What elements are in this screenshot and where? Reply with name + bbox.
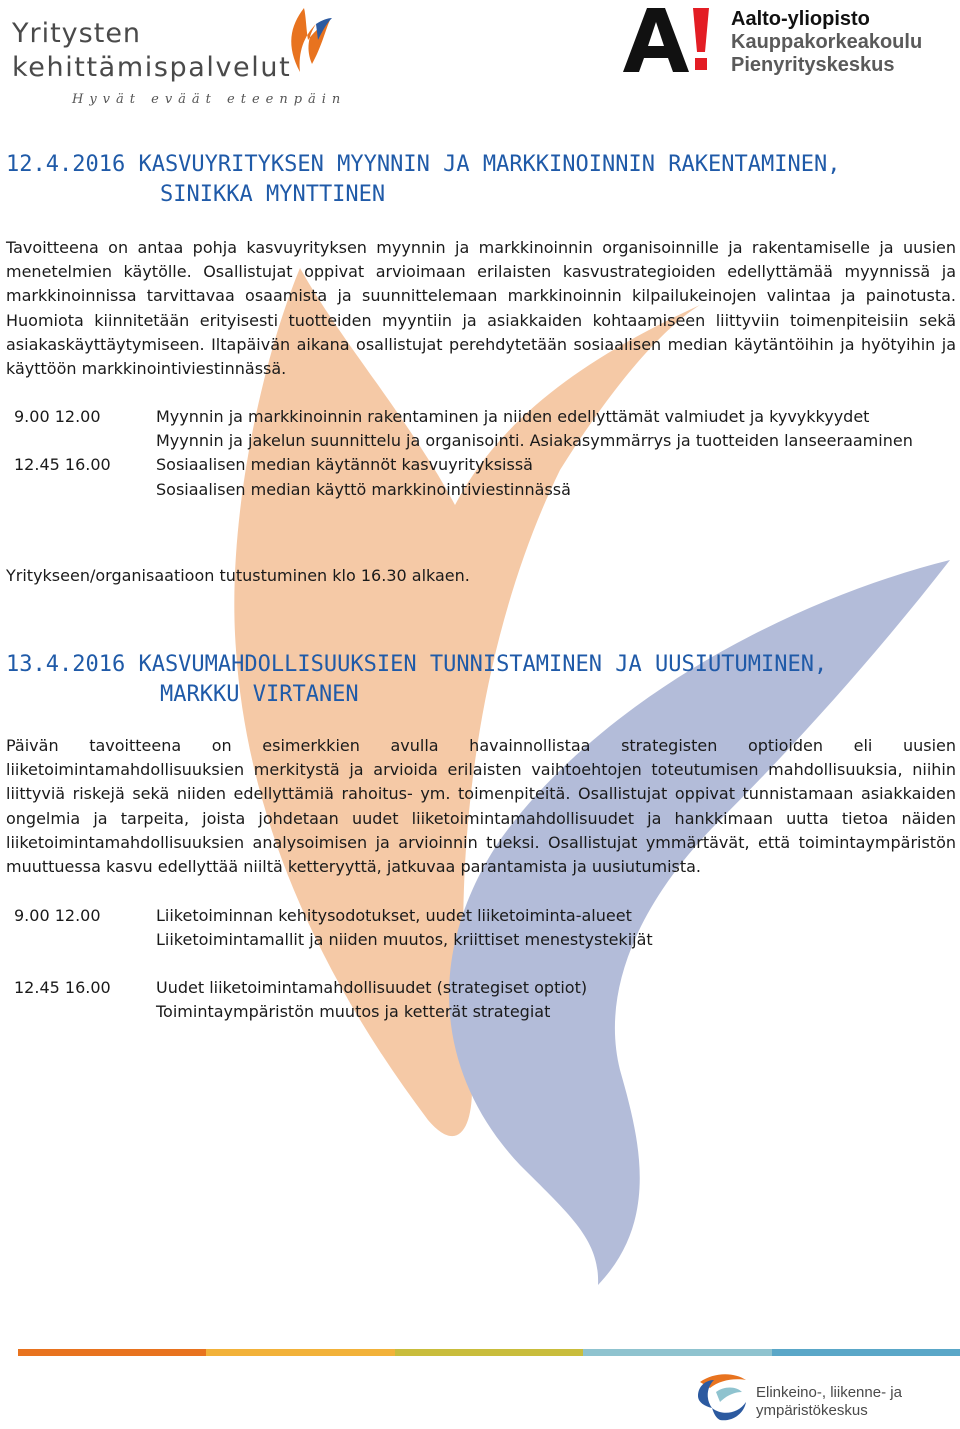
section1-title-line2: SINIKKA MYNTTINEN	[160, 182, 386, 207]
aalto-line3: Pienyrityskeskus	[731, 54, 895, 76]
schedule-items	[156, 453, 914, 501]
footer-color-bar	[18, 1349, 960, 1356]
schedule-items	[156, 405, 914, 453]
yritysten-kehittamispalvelut-logo	[12, 6, 347, 110]
aalto-a-icon	[623, 8, 713, 72]
schedule-items	[156, 904, 914, 952]
ely-line2: ympäristökeskus	[756, 1402, 868, 1419]
schedule-item: Sosiaalisen median käytännöt kasvuyrityksissä	[156, 455, 533, 475]
logo-slogan: Hyvät eväät eteenpäin	[72, 92, 347, 107]
section1-paragraph: Tavoitteena on antaa pohja kasvuyrityksen myynnin ja markkinoinnin organisoinnille ja rakentamiselle ja uusien menetelmien käytölle. Osallistujat oppivat arvioimaan erilaisten kasvustrategioiden edellyttämää myynnissä ja markkinoinnissa tarvittavaa osaamista ja suunnittelemaan markkinoinnin kilpailukeinojen valintaa ja painotusta. Huomiota kiinnitetään erityisesti tuotteiden myyntiin ja asiakkaiden kohtaamiseen liittyviin toimenpiteisiin sekä asiakaskäyttäytymiseen. Iltapäivän aikana osallistujat perehdytetään sosiaalisen median käytäntöihin ja hyötyihin ja käyttöön markkinointiviestinnässä.	[6, 238, 956, 379]
schedule-item: Toimintaympäristön muutos ja ketterät strategiat	[156, 1002, 551, 1022]
schedule-row	[14, 904, 914, 952]
schedule-time: 9.00 12.00	[14, 906, 101, 925]
footer-bar-segment	[395, 1349, 583, 1356]
logo-line2: kehittämispalvelut	[12, 52, 292, 83]
aalto-line1: Aalto-yliopisto	[731, 8, 870, 30]
schedule-item: Myynnin ja markkinoinnin rakentaminen ja niiden edellyttämät valmiudet ja kyvykkyydet	[156, 407, 870, 426]
schedule-items	[156, 976, 914, 1024]
footer-bar-segment	[18, 1349, 206, 1356]
section2-paragraph: Päivän tavoitteena on esimerkkien avulla havainnollistaa strategisten optioiden eli uusien liiketoimintamahdollisuuksien merkitystä ja arvioida erilaisten vaihtoehtojen toteutumisen mahdollisuuksia, niihin liittyviä riskejä sekä niiden edellyttämiä rahoitus- ym. toimenpiteitä. Osallistujat oppivat tunnistamaan asiakkaiden ongelmia ja tarpeita, joista johdetaan uudet liiketoimintamahdollisuudet ja hankkimaan uutta tietoa näiden liiketoimintamahdollisuuksien analysoimisen ja arvioinnin tueksi. Osallistujat ymmärtävät, että toimintaympäristön muuttuessa kasvu edellyttää niiltä ketteryyttä, jatkuvaa parantamista ja uusiutumista.	[6, 736, 956, 877]
flame-icon	[282, 6, 332, 76]
section2-title-line2: MARKKU VIRTANEN	[160, 682, 359, 707]
logo-line1: Yritysten	[12, 18, 142, 49]
schedule-row	[14, 405, 914, 453]
schedule-item: Liiketoiminnan kehitysodotukset, uudet liiketoiminta-alueet	[156, 906, 632, 925]
section1-note: Yritykseen/organisaatioon tutustuminen klo 16.30 alkaen.	[6, 566, 470, 585]
section1-title	[6, 150, 840, 210]
schedule-item: Uudet liiketoimintamahdollisuudet (strategiset optiot)	[156, 978, 588, 997]
section2-title-line1: 13.4.2016 KASVUMAHDOLLISUUKSIEN TUNNISTAMINEN JA UUSIUTUMINEN,	[6, 652, 828, 677]
schedule-time: 12.45 16.00	[14, 978, 111, 997]
schedule-item: Myynnin ja jakelun suunnittelu ja organisointi. Asiakasymmärrys ja tuotteiden lanseeraaminen	[156, 431, 913, 451]
schedule-item: Liiketoimintamallit ja niiden muutos, kriittiset menestystekijät	[156, 930, 653, 950]
section2-schedule-afternoon	[14, 976, 914, 1024]
schedule-time: 9.00 12.00	[14, 407, 101, 426]
ely-line1: Elinkeino-, liikenne- ja	[756, 1384, 902, 1401]
section1-title-line1: 12.4.2016 KASVUYRITYKSEN MYYNNIN JA MARKKINOINNIN RAKENTAMINEN,	[6, 152, 841, 177]
schedule-time: 12.45 16.00	[14, 455, 111, 475]
schedule-row	[14, 453, 914, 501]
section1-schedule	[14, 405, 914, 502]
schedule-row	[14, 976, 914, 1024]
schedule-item: Sosiaalisen median käyttö markkinointiviestinnässä	[156, 479, 571, 499]
footer-bar-segment	[206, 1349, 394, 1356]
aalto-logo	[623, 4, 953, 76]
ely-keskus-logo	[694, 1368, 954, 1424]
footer-bar-segment	[772, 1349, 960, 1356]
aalto-line2: Kauppakorkeakoulu	[731, 31, 923, 53]
ely-mark-icon	[694, 1368, 750, 1424]
section2-title	[6, 650, 827, 710]
footer-bar-segment	[583, 1349, 771, 1356]
section2-schedule-morning	[14, 904, 914, 952]
